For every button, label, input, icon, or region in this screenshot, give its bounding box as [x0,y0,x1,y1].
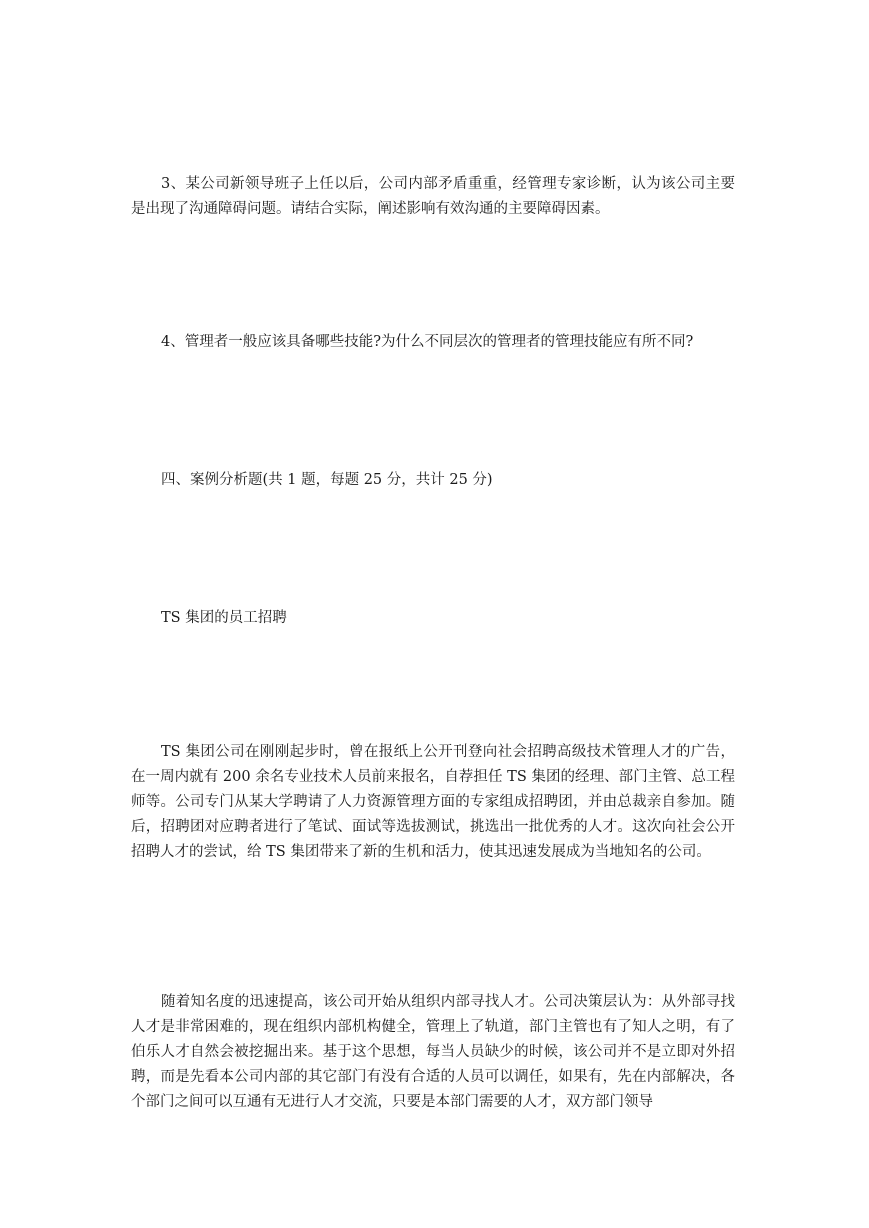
question-4: 4、管理者一般应该具备哪些技能?为什么不同层次的管理者的管理技能应有所不同? [161,334,694,350]
case-title: TS 集团的员工招聘 [161,610,287,626]
section-4-heading: 四、案例分析题(共 1 题，每题 25 分，共计 25 分) [161,472,493,488]
question-3: 3、某公司新领导班子上任以后，公司内部矛盾重重，经管理专家诊断，认为该公司主要是出现了沟通障碍问题。请结合实际，阐述影响有效沟通的主要障碍因素。 [131,176,735,217]
case-paragraph-1: TS 集团公司在刚刚起步时，曾在报纸上公开刊登向社会招聘高级技术管理人才的广告，在一周内就有 200 余名专业技术人员前来报名，自荐担任 TS 集团的经理、部门主管、总工程师等。公司专门从某大学聘请了人力资源管理方面的专家组成招聘团，并由总裁亲自参加。随后，招聘团对应聘者进行了笔试、面试等选拔测试，挑选出一批优秀的人才。这次向社会公开招聘人才的尝试，给 TS 集团带来了新的生机和活力，使其迅速发展成为当地知名的公司。 [131,744,735,860]
case-paragraph-2: 随着知名度的迅速提高，该公司开始从组织内部寻找人才。公司决策层认为：从外部寻找人才是非常困难的，现在组织内部机构健全，管理上了轨道，部门主管也有了知人之明，有了伯乐人才自然会被挖掘出来。基于这个思想，每当人员缺少的时候，该公司并不是立即对外招聘，而是先看本公司内部的其它部门有没有合适的人员可以调任，如果有，先在内部解决，各个部门之间可以互通有无进行人才交流，只要是本部门需要的人才，双方部门领导 [131,994,735,1110]
